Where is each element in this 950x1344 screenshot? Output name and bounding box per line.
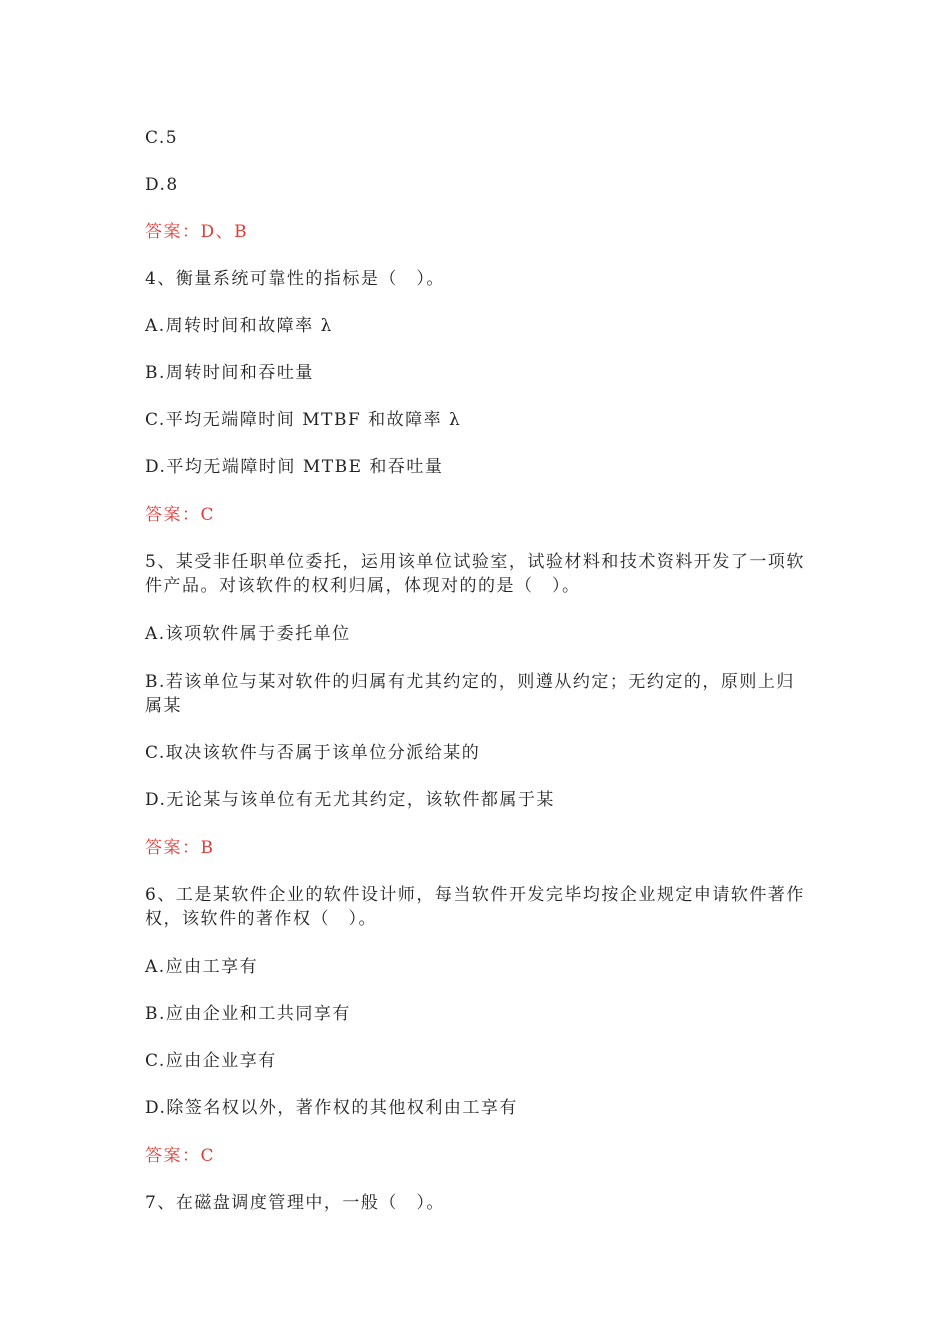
q3-option-c: C.5 bbox=[145, 128, 179, 148]
q5-option-b: B.若该单位与某对软件的归属有尤其约定的，则遵从约定；无约定的，原则上归属某 bbox=[145, 672, 795, 716]
q7-stem: 7、在磁盘调度管理中，一般（ ）。 bbox=[145, 1193, 445, 1213]
q6-option-b: B.应由企业和工共同享有 bbox=[145, 1004, 351, 1024]
q4-option-a: A.周转时间和故障率 λ bbox=[145, 316, 333, 336]
q4-option-d: D.平均无端障时间 MTBE 和吞吐量 bbox=[145, 457, 444, 477]
q6-option-c: C.应由企业享有 bbox=[145, 1051, 277, 1071]
q6-answer: 答案：C bbox=[145, 1146, 216, 1166]
q4-answer: 答案：C bbox=[145, 505, 216, 525]
q5-answer: 答案：B bbox=[145, 838, 215, 858]
q4-option-b: B.周转时间和吞吐量 bbox=[145, 363, 314, 383]
q4-option-c: C.平均无端障时间 MTBF 和故障率 λ bbox=[145, 410, 462, 430]
q5-stem: 5、某受非任职单位委托，运用该单位试验室，试验材料和技术资料开发了一项软件产品。对该软件的权利归属，体现对的的是（ ）。 bbox=[145, 552, 805, 596]
q3-answer: 答案：D、B bbox=[145, 222, 249, 242]
q6-option-d: D.除签名权以外，著作权的其他权利由工享有 bbox=[145, 1098, 518, 1118]
q6-stem: 6、工是某软件企业的软件设计师，每当软件开发完毕均按企业规定申请软件著作权，该软件的著作权（ ）。 bbox=[145, 885, 805, 929]
q3-option-d: D.8 bbox=[145, 175, 179, 195]
q5-option-a: A.该项软件属于委托单位 bbox=[145, 624, 351, 644]
q5-option-c: C.取决该软件与否属于该单位分派给某的 bbox=[145, 743, 481, 763]
q5-option-d: D.无论某与该单位有无尤其约定，该软件都属于某 bbox=[145, 790, 555, 810]
q4-stem: 4、衡量系统可靠性的指标是（ ）。 bbox=[145, 269, 445, 289]
q6-option-a: A.应由工享有 bbox=[145, 957, 259, 977]
